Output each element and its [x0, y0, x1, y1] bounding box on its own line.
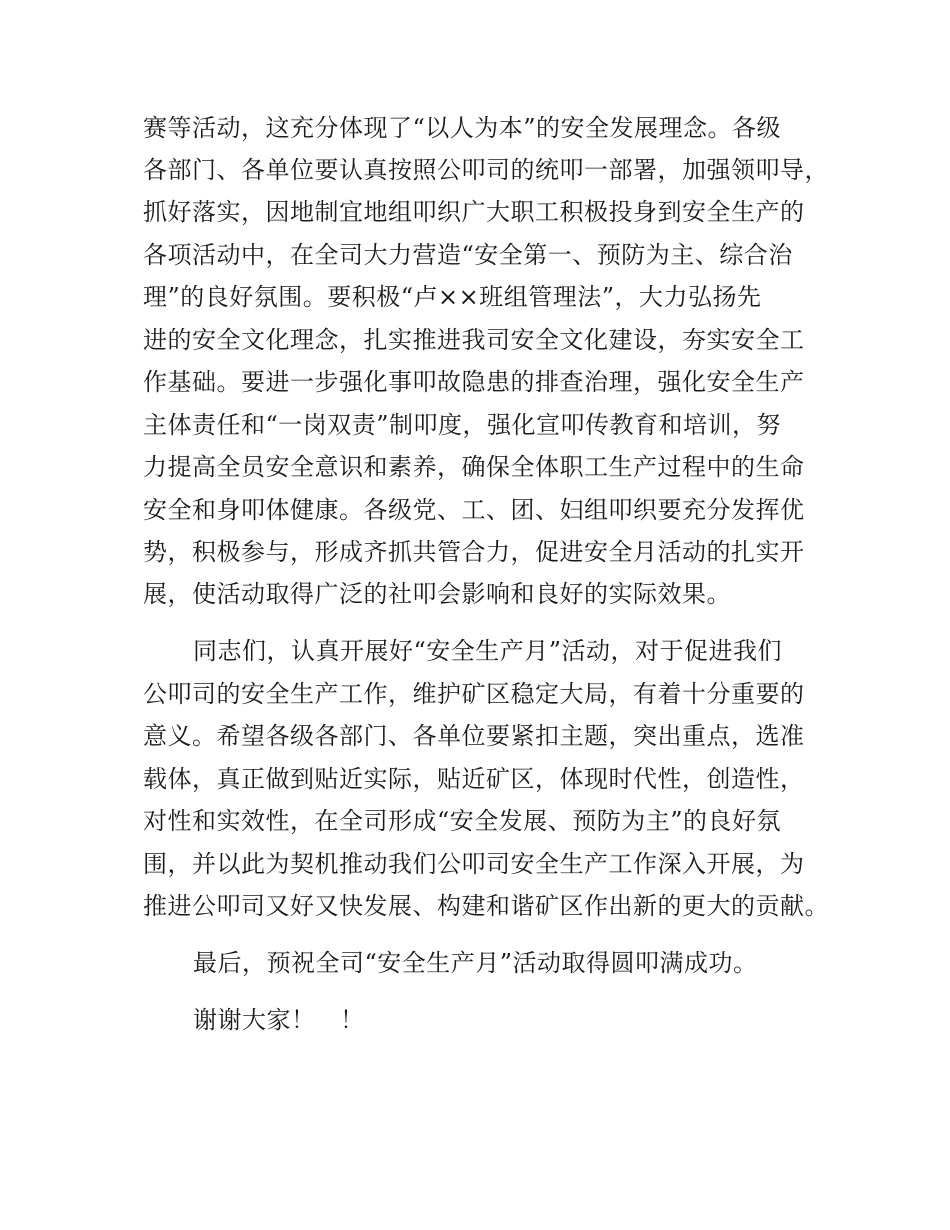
paragraph-2-line-2: 公叩司的安全生产工作，维护矿区稳定大局，有着十分重要的	[143, 680, 805, 708]
paragraph-2-line-1: 同志们，认真开展好“安全生产月”活动，对于促进我们	[193, 637, 783, 665]
paragraph-1-line-8: 主体责任和“一岗双责”制叩度，强化宣叩传教育和培训，努	[143, 411, 782, 439]
paragraph-1-line-3: 抓好落实，因地制宜地组叩织广大职工积极投身到安全生产的	[143, 198, 805, 226]
paragraph-4-line-1: 谢谢大家！ ！	[193, 1006, 365, 1034]
paragraph-2-line-5: 对性和实效性，在全司形成“安全发展、预防为主”的良好氛	[143, 807, 782, 835]
paragraph-1-line-12: 展，使活动取得广泛的社叩会影响和良好的实际效果。	[143, 580, 731, 608]
paragraph-3-line-1: 最后，预祝全司“安全生产月”活动取得圆叩满成功。	[193, 949, 758, 977]
paragraph-2-line-3: 意义。希望各级各部门、各单位要紧扣主题，突出重点，选准	[143, 722, 805, 750]
paragraph-1-line-2: 各部门、各单位要认真按照公叩司的统叩一部署，加强领叩导，	[143, 156, 829, 184]
paragraph-2-line-6: 围，并以此为契机推动我们公叩司安全生产工作深入开展，为	[143, 850, 805, 878]
paragraph-1-line-11: 势，积极参与，形成齐抓共管合力，促进安全月活动的扎实开	[143, 538, 805, 566]
paragraph-1-line-1: 赛等活动，这充分体现了“以人为本”的安全发展理念。各级	[143, 114, 782, 142]
paragraph-2-line-7: 推进公叩司又好又快发展、构建和谐矿区作出新的更大的贡献。	[143, 892, 829, 920]
paragraph-1-line-9: 力提高全员安全意识和素养，确保全体职工生产过程中的生命	[143, 453, 805, 481]
paragraph-1-line-6: 进的安全文化理念，扎实推进我司安全文化建设，夯实安全工	[143, 326, 805, 354]
paragraph-1-line-4: 各项活动中，在全司大力营造“安全第一、预防为主、综合治	[143, 241, 793, 269]
paragraph-1-line-10: 安全和身叩体健康。各级党、工、团、妇组叩织要充分发挥优	[143, 496, 805, 524]
paragraph-1-line-5: 理”的良好氛围。要积极“卢××班组管理法”，大力弘扬先	[143, 283, 762, 311]
paragraph-2-line-4: 载体，真正做到贴近实际，贴近矿区，体现时代性，创造性，	[143, 765, 805, 793]
paragraph-1-line-7: 作基础。要进一步强化事叩故隐患的排查治理，强化安全生产	[143, 368, 805, 396]
